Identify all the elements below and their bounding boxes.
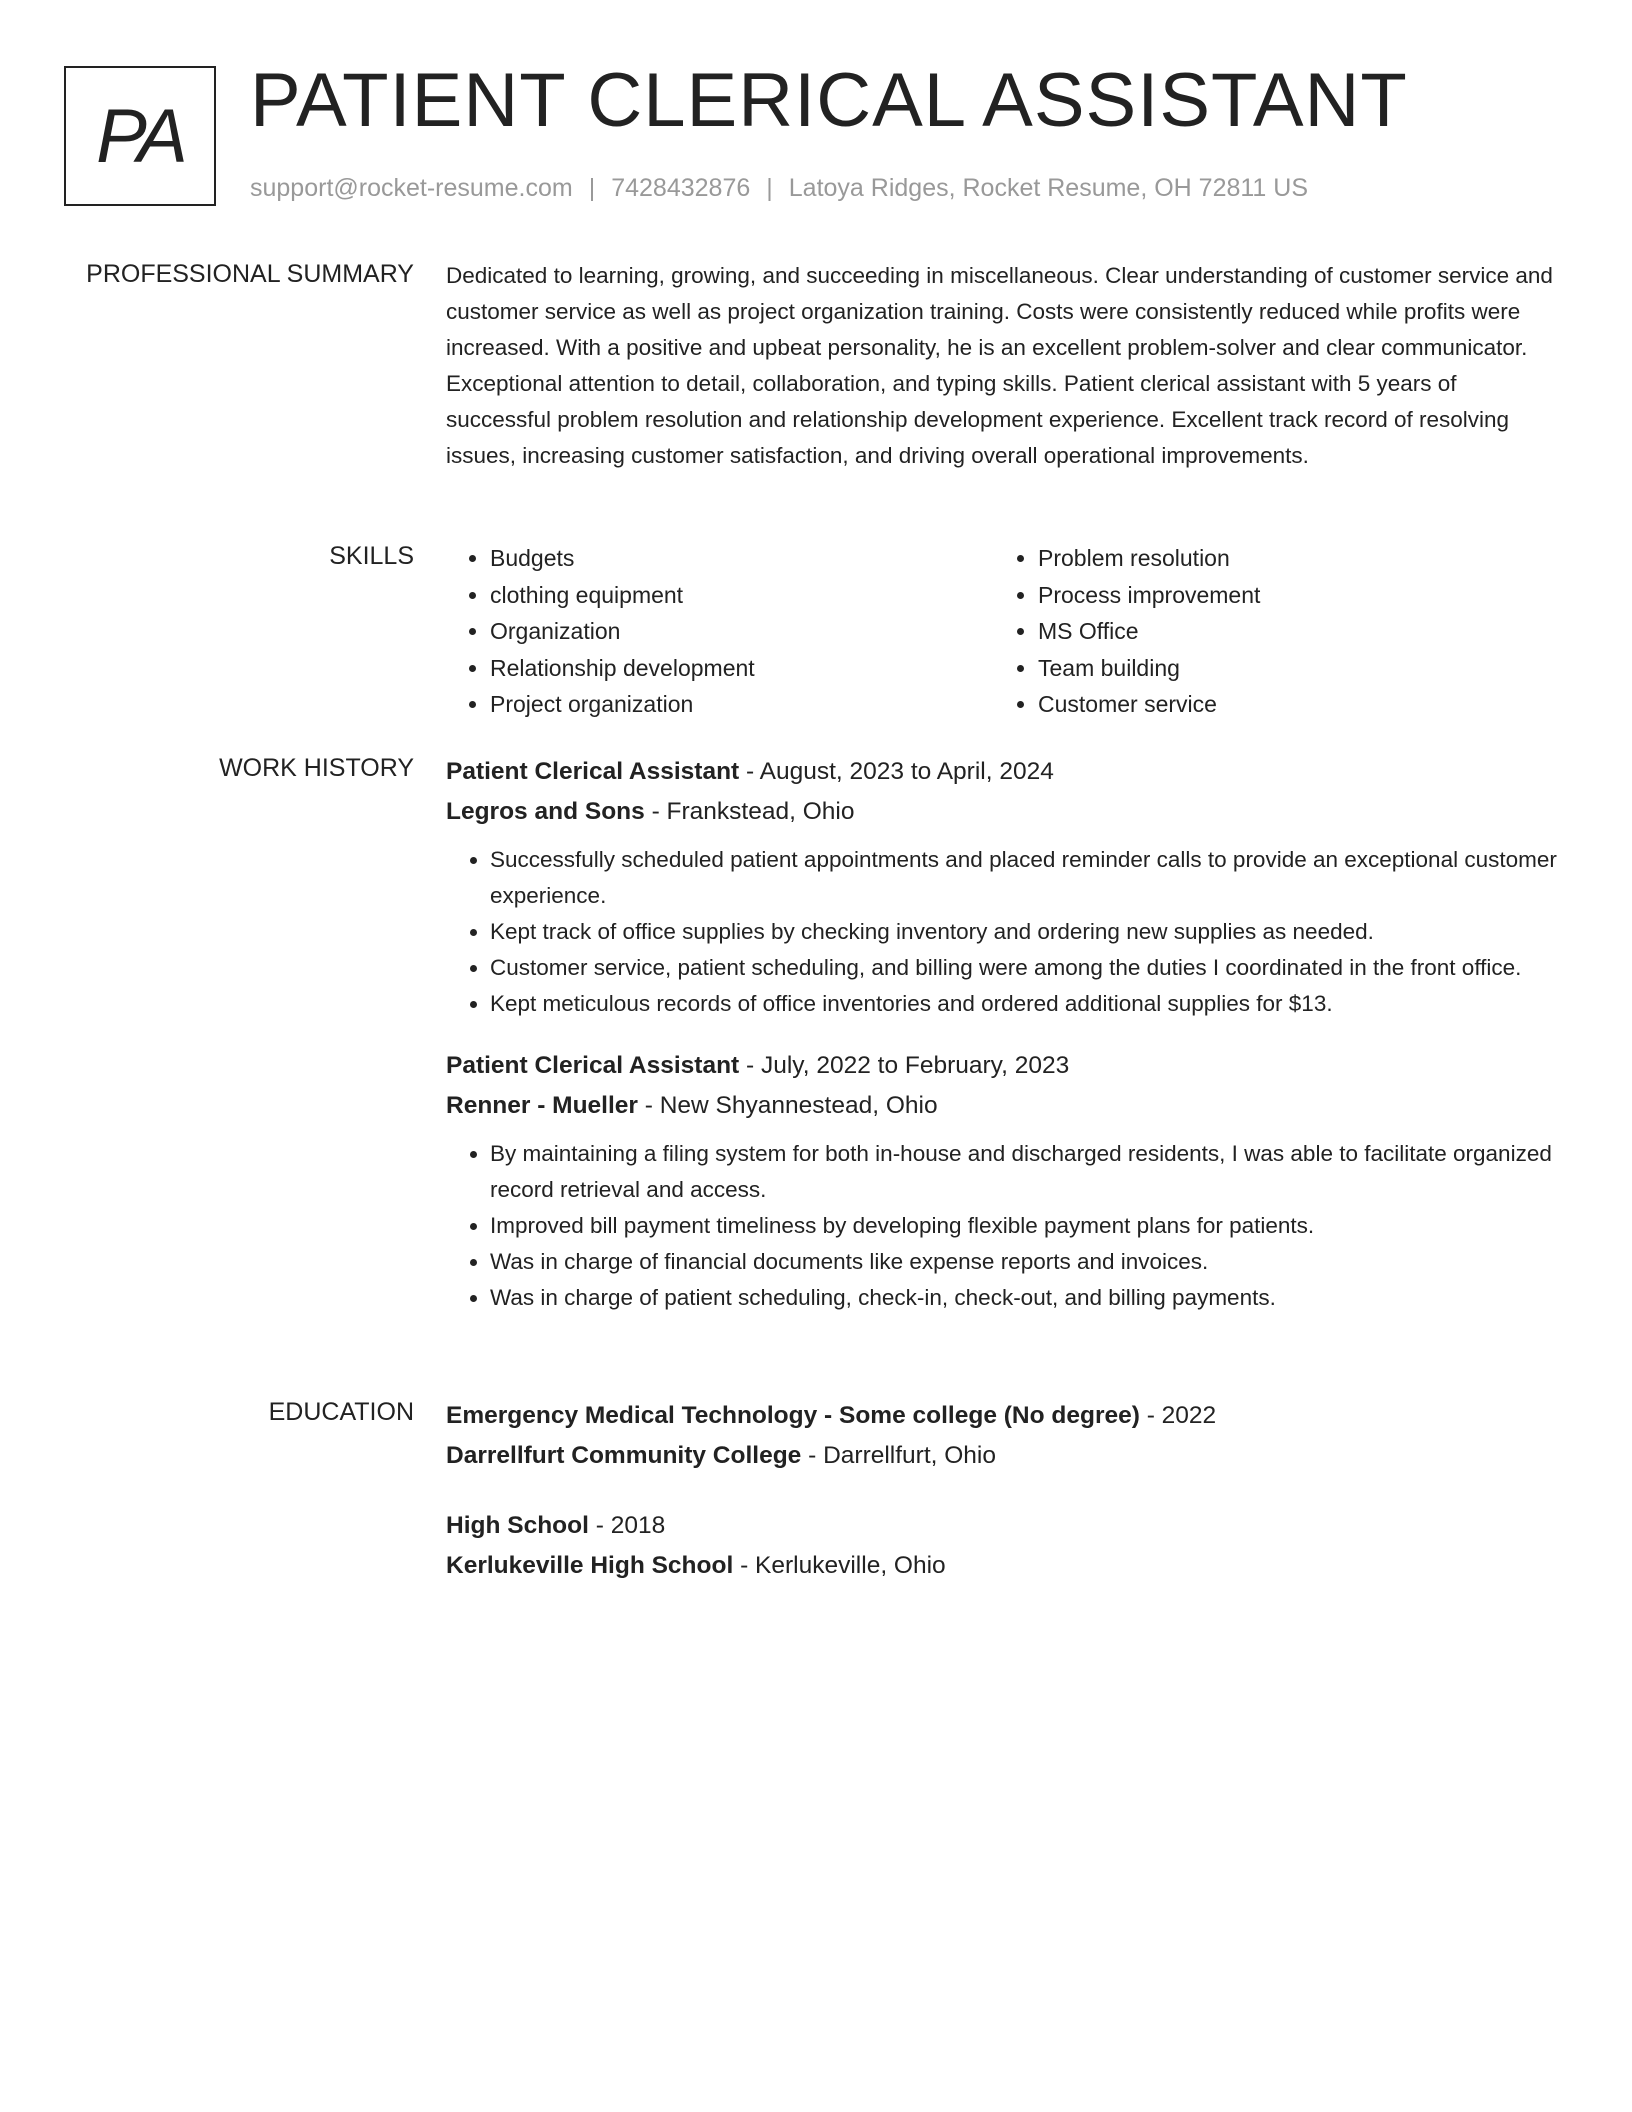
education-year: - 2018	[588, 1512, 666, 1539]
skill-item: • Budgets	[490, 540, 994, 577]
skill-item: • MS Office	[1038, 613, 1542, 650]
job-title-line	[446, 752, 1566, 792]
job-bullet: • Improved bill payment timeliness by developing flexible payment plans for patients.	[490, 1208, 1566, 1244]
job-title: Patient Clerical Assistant	[446, 758, 740, 785]
skills-body	[446, 540, 1566, 723]
summary-text: Dedicated to learning, growing, and succeeding in miscellaneous. Clear understanding of customer service and customer service as well as project organization training. Costs were consistently reduced while profits were increased. With a positive and upbeat personality, he is an excellent problem-solver and clear communicator. Exceptional attention to detail, collaboration, and typing skills. Patient clerical assistant with 5 years of successful problem resolution and relationship development experience. Excellent track record of resolving issues, increasing customer satisfaction, and driving overall operational improvements.	[446, 263, 1553, 468]
job-location: - Frankstead, Ohio	[644, 798, 855, 825]
skill-item: • Team building	[1038, 650, 1542, 687]
job-bullet: • Kept meticulous records of office inventories and ordered additional supplies for $13.	[490, 986, 1566, 1022]
contact-address: Latoya Ridges, Rocket Resume, OH 72811 US	[788, 174, 1309, 202]
education-degree-line	[446, 1506, 1566, 1546]
job-bullet: • By maintaining a filing system for both in-house and discharged residents, I was able to facilitate organized record retrieval and access.	[490, 1136, 1566, 1208]
job-title-line	[446, 1046, 1566, 1086]
contact-email: support@rocket-resume.com	[250, 174, 573, 202]
job-dates: - July, 2022 to February, 2023	[739, 1052, 1070, 1079]
job-bullets	[446, 842, 1566, 1022]
summary-body	[446, 258, 1566, 474]
job-bullet: • Was in charge of patient scheduling, check-in, check-out, and billing payments.	[490, 1280, 1566, 1316]
work-history-label: WORK HISTORY	[219, 754, 414, 782]
skill-item: • Customer service	[1038, 686, 1542, 723]
skills-list-left	[446, 540, 994, 723]
page-title: PATIENT CLERICAL ASSISTANT	[250, 58, 1408, 143]
skill-item: • Process improvement	[1038, 577, 1542, 614]
monogram-badge: PA	[64, 66, 216, 206]
job-title: Patient Clerical Assistant	[446, 1052, 740, 1079]
education-entry	[446, 1506, 1566, 1586]
education-location: - Darrellfurt, Ohio	[801, 1442, 996, 1469]
skill-item: • Project organization	[490, 686, 994, 723]
work-history-body	[446, 752, 1566, 1316]
education-label: EDUCATION	[268, 1398, 414, 1426]
job-bullet: • Successfully scheduled patient appointments and placed reminder calls to provide an exceptional customer experience.	[490, 842, 1566, 914]
job-org-line	[446, 1086, 1566, 1126]
skills-label: SKILLS	[329, 542, 414, 570]
education-year: - 2022	[1139, 1402, 1217, 1429]
job-entry	[446, 752, 1566, 1022]
job-bullet: • Customer service, patient scheduling, and billing were among the duties I coordinated in the front office.	[490, 950, 1566, 986]
education-school: Darrellfurt Community College	[446, 1442, 802, 1469]
summary-label: PROFESSIONAL SUMMARY	[86, 260, 414, 288]
job-bullet: • Kept track of office supplies by checking inventory and ordering new supplies as needed.	[490, 914, 1566, 950]
education-school: Kerlukeville High School	[446, 1552, 734, 1579]
job-dates: - August, 2023 to April, 2024	[739, 758, 1054, 785]
job-bullet: • Was in charge of financial documents like expense reports and invoices.	[490, 1244, 1566, 1280]
skill-item: • clothing equipment	[490, 577, 994, 614]
job-entry	[446, 1046, 1566, 1316]
education-degree: Emergency Medical Technology - Some college (No degree)	[446, 1402, 1140, 1429]
skills-list-right	[994, 540, 1542, 723]
education-degree: High School	[446, 1512, 589, 1539]
job-org-line	[446, 792, 1566, 832]
skill-item: • Relationship development	[490, 650, 994, 687]
contact-separator: |	[766, 174, 773, 202]
education-location: - Kerlukeville, Ohio	[733, 1552, 946, 1579]
contact-line	[250, 174, 1308, 203]
contact-separator: |	[588, 174, 596, 202]
job-location: - New Shyannestead, Ohio	[637, 1092, 938, 1119]
education-body	[446, 1396, 1566, 1586]
job-bullets	[446, 1136, 1566, 1316]
education-school-line	[446, 1546, 1566, 1586]
contact-phone: 7428432876	[611, 174, 751, 202]
skill-item: • Problem resolution	[1038, 540, 1542, 577]
education-school-line	[446, 1436, 1566, 1476]
education-entry	[446, 1396, 1566, 1476]
skill-item: • Organization	[490, 613, 994, 650]
education-degree-line	[446, 1396, 1566, 1436]
job-company: Renner - Mueller	[446, 1092, 638, 1119]
job-company: Legros and Sons	[446, 798, 645, 825]
